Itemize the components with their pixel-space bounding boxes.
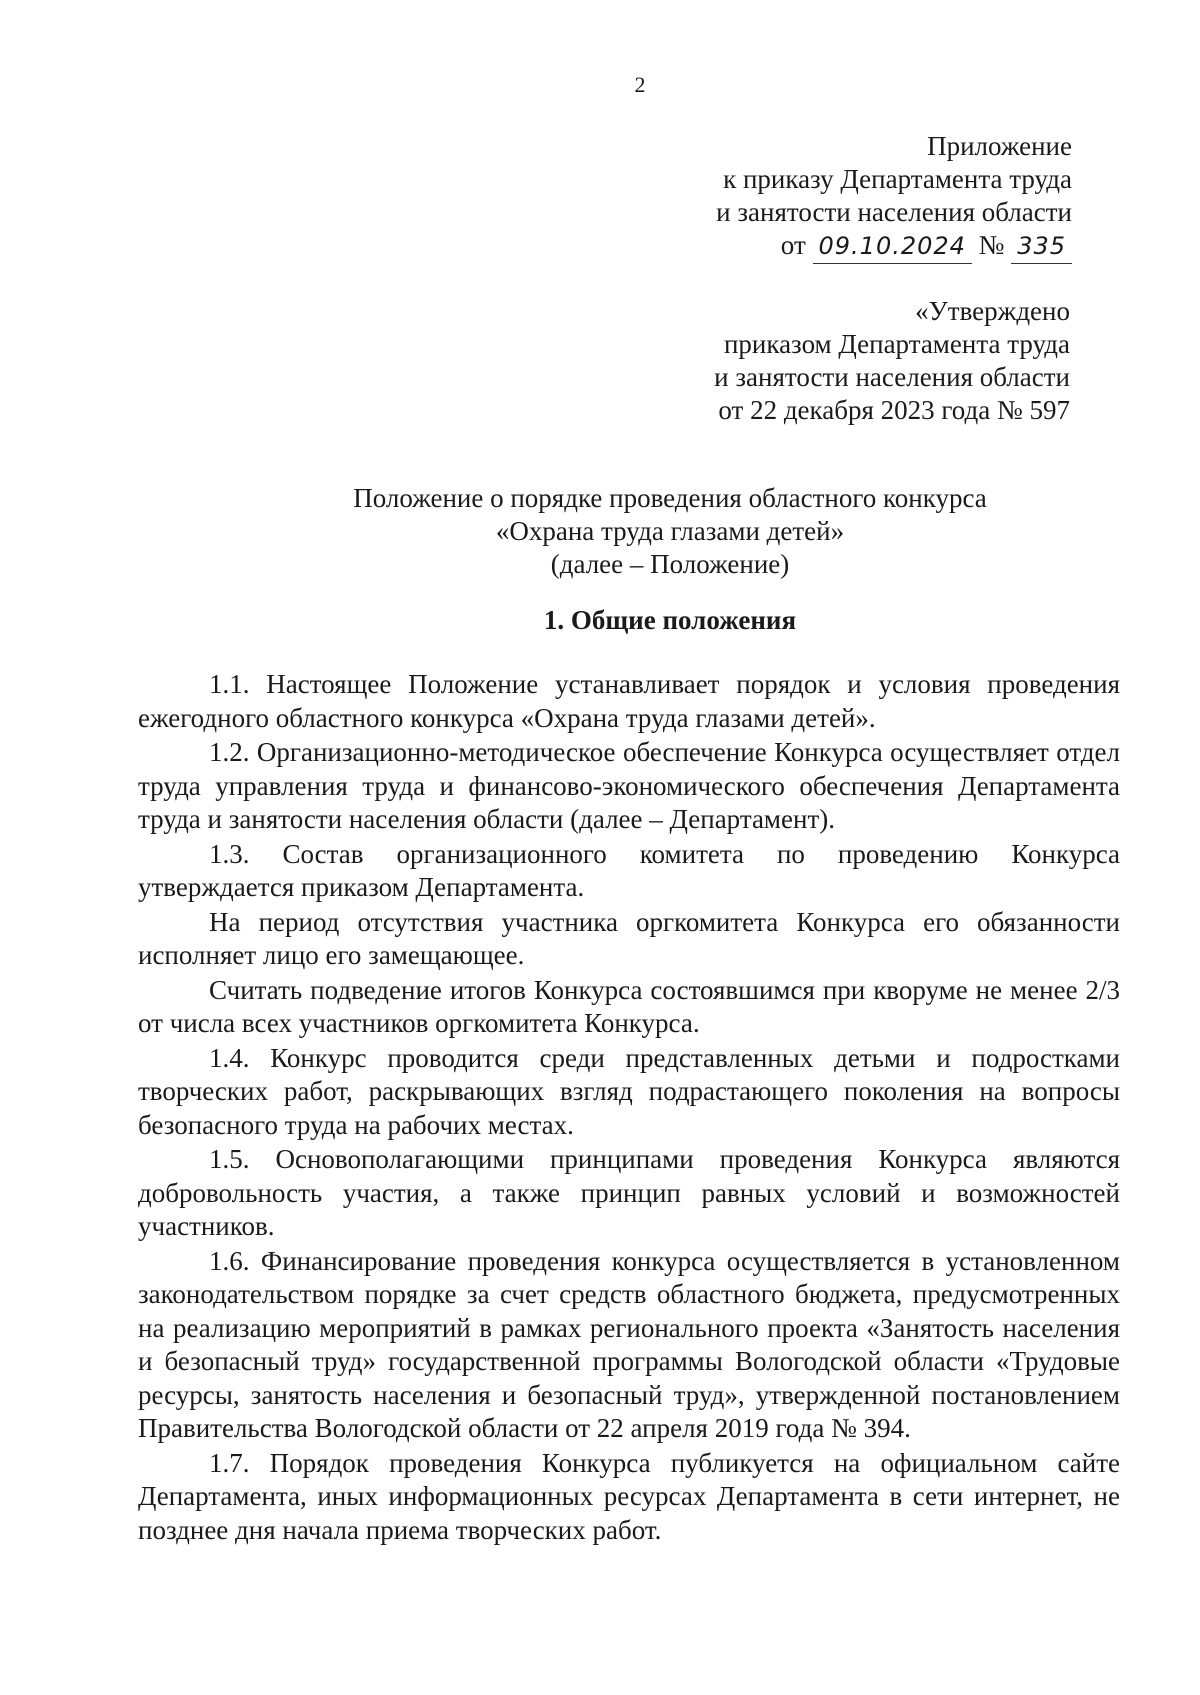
paragraph-1-3: 1.3. Состав организационного комитета по проведению Конкурса утверждается приказом Департамента. xyxy=(138,838,1120,902)
title-line-2: «Охрана труда глазами детей» xyxy=(495,516,845,546)
paragraph-1-2: 1.2. Организационно-методическое обеспечение Конкурса осуществляет отдел труда управления труда и финансово-экономического обеспечения Департамента труда и занятости населения области (далее – Департамент). xyxy=(138,737,1120,834)
paragraph-1-5: 1.5. Основополагающими принципами проведения Конкурса являются добровольность участия, а также принцип равных условий и возможностей участников. xyxy=(138,1144,1120,1241)
approved-block xyxy=(714,295,1070,427)
section-body xyxy=(138,668,1120,1548)
appendix-line-1: Приложение xyxy=(927,131,1072,161)
section-heading: 1. Общие положения xyxy=(543,605,797,635)
order-prefix: от xyxy=(780,230,806,260)
order-number-sign: № xyxy=(978,230,1005,260)
order-number-handwritten: 335 xyxy=(1011,230,1072,264)
approved-line-1: «Утверждено xyxy=(915,296,1070,326)
paragraph-1-3-absence: На период отсутствия участника оргкомитета Конкурса его обязанности исполняет лицо его замещающее. xyxy=(138,906,1120,970)
title-line-3: (далее – Положение) xyxy=(550,549,790,579)
title-line-1: Положение о порядке проведения областного конкурса xyxy=(353,483,987,513)
approved-line-3: и занятости населения области xyxy=(714,362,1070,392)
paragraph-1-7: 1.7. Порядок проведения Конкурса публикуется на официальном сайте Департамента, иных информационных ресурсах Департамента в сети интернет, не позднее дня начала приема творческих работ. xyxy=(138,1447,1120,1545)
appendix-block xyxy=(716,130,1072,264)
appendix-order-line xyxy=(716,229,1072,264)
page-number: 2 xyxy=(634,72,646,97)
appendix-line-2: к приказу Департамента труда xyxy=(723,164,1072,194)
document-title xyxy=(200,482,1140,581)
order-date-handwritten: 09.10.2024 xyxy=(813,230,972,264)
paragraph-1-6: 1.6. Финансирование проведения конкурса осуществляется в установленном законодательством порядке за счет средств областного бюджета, предусмотренных на реализацию мероприятий в рамках регионального проекта «Занятость населения и безопасный труд» государственной программы Вологодской области «Трудовые ресурсы, занятость населения и безопасный труд», утвержденной постановлением Правительства Вологодской области от 22 апреля 2019 года № 394. xyxy=(138,1245,1120,1443)
paragraph-1-4: 1.4. Конкурс проводится среди представленных детьми и подростками творческих работ, раскрывающих взгляд подрастающего поколения на вопросы безопасного труда на рабочих местах. xyxy=(138,1042,1120,1140)
approved-line-4: от 22 декабря 2023 года № 597 xyxy=(718,395,1070,425)
paragraph-1-1: 1.1. Настоящее Положение устанавливает порядок и условия проведения ежегодного областного конкурса «Охрана труда глазами детей». xyxy=(138,669,1120,733)
paragraph-1-3-quorum: Считать подведение итогов Конкурса состоявшимся при кворуме не менее 2/3 от числа всех участников оргкомитета Конкурса. xyxy=(138,974,1120,1038)
appendix-line-3: и занятости населения области xyxy=(716,197,1072,227)
approved-line-2: приказом Департамента труда xyxy=(723,329,1070,359)
